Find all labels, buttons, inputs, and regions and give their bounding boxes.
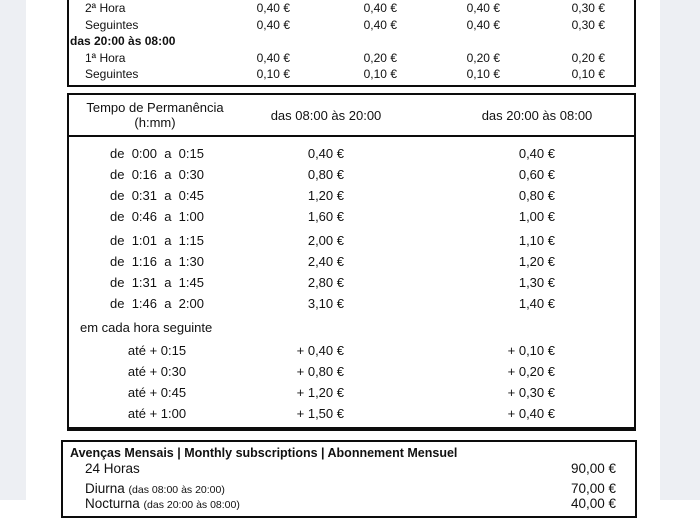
table-row — [69, 343, 634, 361]
table-row — [69, 146, 634, 164]
table-row — [69, 406, 634, 424]
subscription-price: 40,00 € — [570, 496, 616, 511]
following-hours-label: em cada hora seguinte — [80, 320, 213, 335]
time-range: de 1:31 a 1:45 — [110, 275, 204, 290]
subscriptions-title: Avenças Mensais | Monthly subscriptions | Abonnement Mensuel — [70, 446, 458, 460]
table-row — [69, 67, 634, 83]
row-label: 1ª Hora — [85, 51, 126, 65]
time-range: de 0:46 a 1:00 — [110, 209, 204, 224]
table-row — [69, 296, 634, 314]
price-cell: 0,10 € — [466, 67, 500, 81]
following-hours-label-row — [69, 320, 634, 338]
price-cell: 0,40 € — [256, 51, 290, 65]
day-price: + 0,40 € — [296, 343, 344, 358]
table-row — [69, 209, 634, 227]
price-cell: 0,10 € — [571, 67, 605, 81]
time-range: até + 0:45 — [127, 385, 187, 400]
table-row — [69, 275, 634, 293]
subscription-price: 90,00 € — [570, 461, 616, 476]
night-price: 1,20 € — [518, 254, 555, 269]
day-price: 2,40 € — [307, 254, 344, 269]
header-duration-column — [70, 100, 240, 130]
row-label: 2ª Hora — [85, 1, 126, 15]
time-range: de 1:16 a 1:30 — [110, 254, 204, 269]
table-row — [69, 1, 634, 17]
price-cell: 0,30 € — [571, 1, 605, 15]
price-cell: 0,40 € — [363, 18, 397, 32]
time-range: de 1:01 a 1:15 — [110, 233, 204, 248]
hourly-rate-table — [67, 0, 636, 87]
duration-price-table — [67, 93, 636, 431]
day-price: + 0,80 € — [296, 364, 344, 379]
day-price: 0,40 € — [307, 146, 344, 161]
day-price: + 1,50 € — [296, 406, 344, 421]
night-price: 1,40 € — [518, 296, 555, 311]
night-price: 1,00 € — [518, 209, 555, 224]
subscription-hours-note: (das 08:00 às 20:00) — [128, 484, 225, 496]
day-price: 2,80 € — [307, 275, 344, 290]
night-price: 0,80 € — [518, 188, 555, 203]
night-price: + 0,10 € — [507, 343, 555, 358]
day-price: + 1,20 € — [296, 385, 344, 400]
night-price: 0,40 € — [518, 146, 555, 161]
price-cell: 0,40 € — [466, 1, 500, 15]
night-price: + 0,30 € — [507, 385, 555, 400]
time-range: de 0:31 a 0:45 — [110, 188, 204, 203]
monthly-subscriptions-box — [61, 440, 637, 518]
time-range: até + 0:15 — [127, 343, 187, 358]
day-price: 0,80 € — [307, 167, 344, 182]
table-row — [69, 188, 634, 206]
price-cell: 0,10 € — [363, 67, 397, 81]
table-row — [69, 233, 634, 251]
table-row — [69, 364, 634, 382]
day-price: 1,60 € — [307, 209, 344, 224]
row-label: Seguintes — [85, 18, 139, 32]
row-label: Seguintes — [85, 67, 139, 81]
price-cell: 0,20 € — [466, 51, 500, 65]
subscription-name: Diurna — [85, 481, 129, 496]
price-cell: 0,20 € — [363, 51, 397, 65]
price-cell: 0,40 € — [363, 1, 397, 15]
time-range: até + 0:30 — [127, 364, 187, 379]
night-price: 0,60 € — [518, 167, 555, 182]
night-price: + 0,20 € — [507, 364, 555, 379]
table-row — [69, 51, 634, 67]
day-price: 1,20 € — [307, 188, 344, 203]
price-cell: 0,40 € — [256, 1, 290, 15]
time-range: até + 1:00 — [127, 406, 187, 421]
price-cell: 0,30 € — [571, 18, 605, 32]
page-left-margin — [0, 0, 26, 500]
subscription-row — [63, 462, 635, 480]
table-row — [69, 385, 634, 403]
day-price: 2,00 € — [307, 233, 344, 248]
subscription-name: Nocturna — [85, 496, 144, 511]
price-cell: 0,10 € — [256, 67, 290, 81]
price-cell: 0,20 € — [571, 51, 605, 65]
subscription-hours-note: (das 20:00 às 08:00) — [143, 499, 240, 511]
time-range: de 0:00 a 0:15 — [110, 146, 204, 161]
table-row — [69, 18, 634, 34]
header-duration-line2: (h:mm) — [134, 115, 176, 130]
section-label: das 20:00 às 08:00 — [70, 34, 176, 48]
table-section-row — [69, 34, 634, 50]
night-price: 1,10 € — [518, 233, 555, 248]
subscription-label: 24 Horas — [85, 461, 140, 476]
night-price: + 0,40 € — [507, 406, 555, 421]
header-day-column: das 08:00 às 20:00 — [270, 108, 382, 123]
header-divider — [69, 135, 634, 137]
price-cell: 0,40 € — [256, 18, 290, 32]
header-night-column: das 20:00 às 08:00 — [481, 108, 593, 123]
header-duration-line1: Tempo de Permanência — [86, 100, 224, 115]
table-row — [69, 254, 634, 272]
page-right-margin — [660, 0, 700, 500]
price-cell: 0,40 € — [466, 18, 500, 32]
time-range: de 0:16 a 0:30 — [110, 167, 204, 182]
time-range: de 1:46 a 2:00 — [110, 296, 204, 311]
day-price: 3,10 € — [307, 296, 344, 311]
night-price: 1,30 € — [518, 275, 555, 290]
subscription-price: 70,00 € — [570, 481, 616, 496]
table-row — [69, 167, 634, 185]
